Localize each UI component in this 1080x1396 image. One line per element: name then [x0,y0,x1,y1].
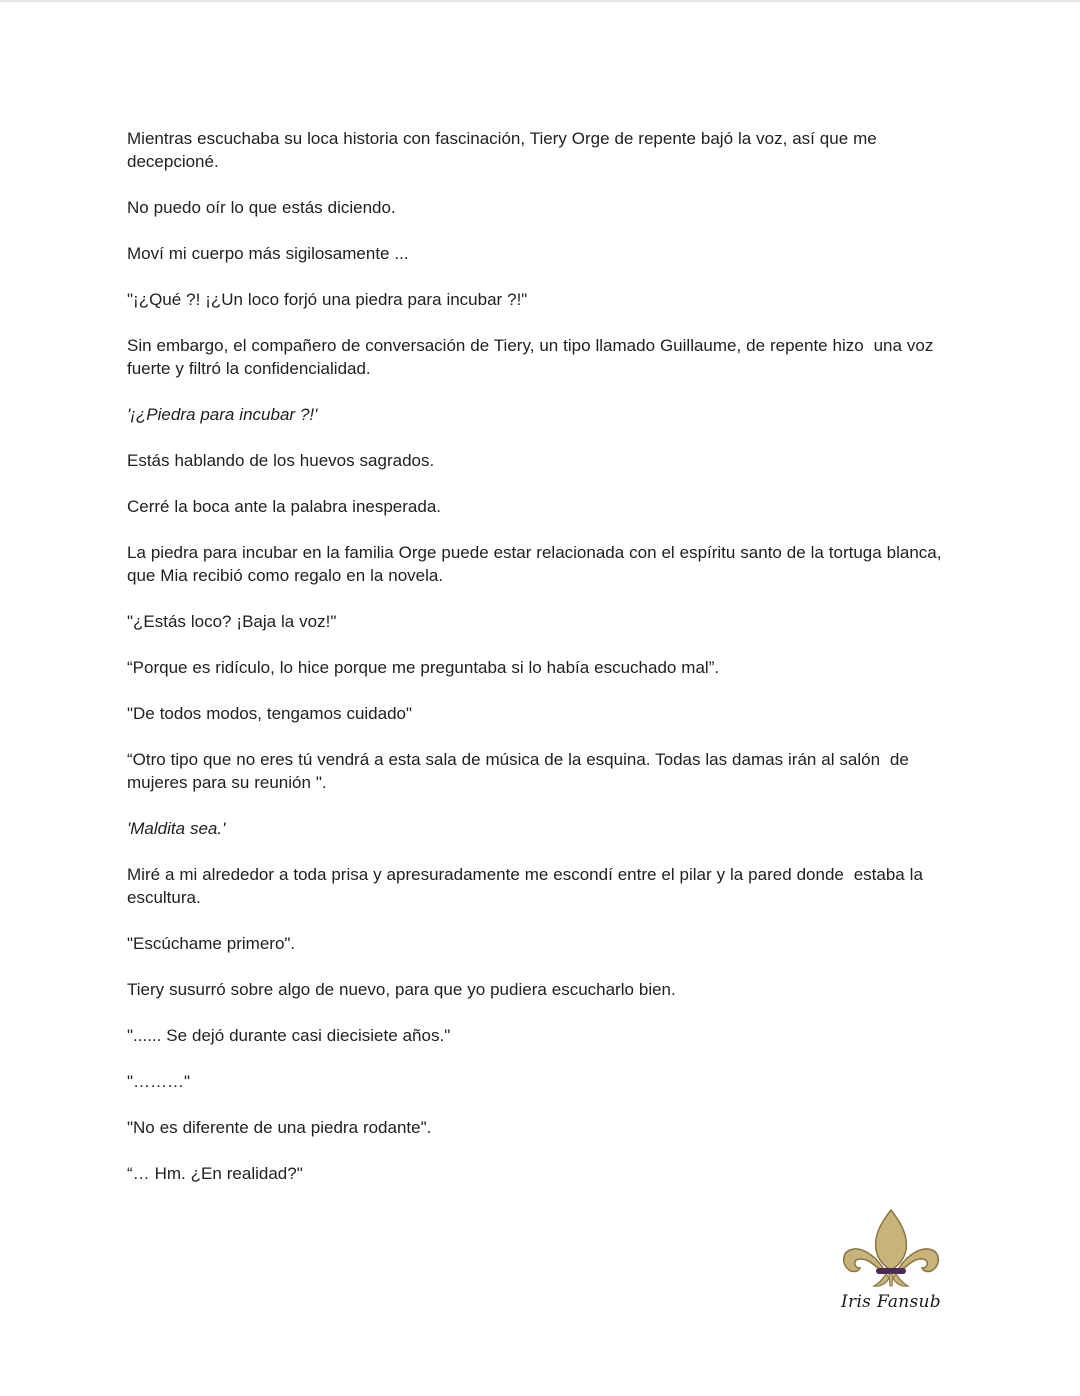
fleur-de-lis-icon [836,1206,946,1292]
watermark-label: Iris Fansub [841,1292,941,1312]
paragraph: "Escúchame primero". [127,934,296,953]
paragraph: "De todos modos, tengamos cuidado" [127,704,413,723]
paragraph: Mientras escuchaba su loca historia con fascinación, Tiery Orge de repente bajó la voz, así que me decepcioné. [127,129,882,171]
paragraph: "No es diferente de una piedra rodante". [127,1118,432,1137]
paragraph-italic: '¡¿Piedra para incubar ?!' [127,405,318,424]
paragraph: Cerré la boca ante la palabra inesperada. [127,497,442,516]
paragraph: La piedra para incubar en la familia Orge puede estar relacionada con el espíritu santo de la tortuga blanca, que Mia recibió como regalo en la novela. [127,543,947,585]
iris-fansub-watermark [836,1206,946,1318]
paragraph-italic: 'Maldita sea.' [127,819,226,838]
paragraph: “Porque es ridículo, lo hice porque me preguntaba si lo había escuchado mal”. [127,658,720,677]
paragraph: Miré a mi alrededor a toda prisa y apresuradamente me escondí entre el pilar y la pared donde estaba la escultura. [127,865,928,907]
paragraph: No puedo oír lo que estás diciendo. [127,198,396,217]
page-top-border [0,0,1080,2]
paragraph: Estás hablando de los huevos sagrados. [127,451,435,470]
paragraph: Sin embargo, el compañero de conversación de Tiery, un tipo llamado Guillaume, de repente hizo una voz fuerte y filtró la confidencialidad. [127,336,939,378]
paragraph: "¿Estás loco? ¡Baja la voz!" [127,612,337,631]
paragraph: “… Hm. ¿En realidad?" [127,1164,303,1183]
paragraph: Tiery susurró sobre algo de nuevo, para que yo pudiera escucharlo bien. [127,980,676,999]
paragraph: Moví mi cuerpo más sigilosamente ... [127,244,409,263]
paragraph: "...... Se dejó durante casi diecisiete años." [127,1026,451,1045]
paragraph: “Otro tipo que no eres tú vendrá a esta sala de música de la esquina. Todas las damas irán al salón de mujeres para su reunión ". [127,750,914,792]
paragraph: "………" [127,1072,191,1091]
document-body [127,127,957,1208]
paragraph: "¡¿Qué ?! ¡¿Un loco forjó una piedra para incubar ?!" [127,290,528,309]
